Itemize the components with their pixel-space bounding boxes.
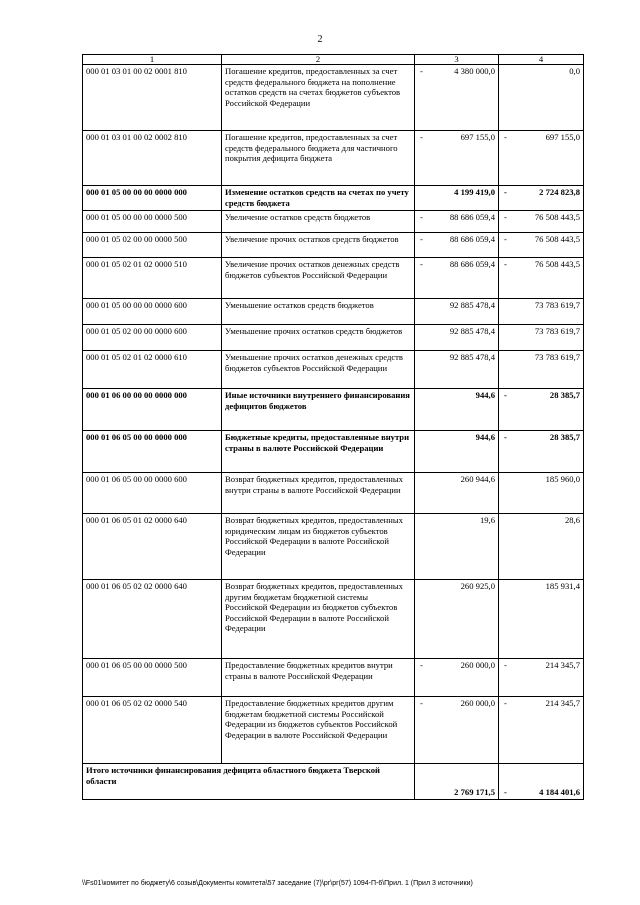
row-code: 000 01 06 05 00 00 0000 500 <box>83 659 222 697</box>
row-sign-4 <box>502 300 504 311</box>
row-sign-3 <box>418 581 420 592</box>
row-name: Иные источники внутреннего финансирования дефицитов бюджетов <box>222 389 415 431</box>
row-val-4: 697 155,0 <box>545 132 580 142</box>
row-sign-3: - <box>420 259 423 269</box>
row-val-3: 4 199 419,0 <box>454 187 495 197</box>
row-sign-4: - <box>504 234 507 244</box>
row-value-4 <box>499 431 584 473</box>
row-val-3: 92 885 478,4 <box>449 300 495 310</box>
row-sign-3 <box>418 515 420 526</box>
table-row <box>83 325 584 351</box>
row-value-3 <box>415 659 499 697</box>
row-value-4 <box>499 659 584 697</box>
row-code: 000 01 06 05 00 00 0000 000 <box>83 431 222 473</box>
row-val-4: 76 508 443,5 <box>534 212 580 222</box>
table-row <box>83 659 584 697</box>
row-val-4: 76 508 443,5 <box>534 259 580 269</box>
row-sign-3 <box>418 474 420 485</box>
row-code: 000 01 06 05 00 00 0000 600 <box>83 473 222 514</box>
row-value-4 <box>499 186 584 211</box>
row-code: 000 01 05 02 01 02 0000 610 <box>83 351 222 389</box>
row-value-3 <box>415 258 499 299</box>
table-row <box>83 211 584 233</box>
row-code: 000 01 05 00 00 00 0000 500 <box>83 211 222 233</box>
row-val-4: 76 508 443,5 <box>534 234 580 244</box>
column-header-4: 4 <box>499 55 584 65</box>
row-sign-4: - <box>504 187 507 197</box>
row-val-3: 944,6 <box>475 390 495 400</box>
header-row <box>83 55 584 65</box>
row-value-4 <box>499 299 584 325</box>
row-val-3: 88 686 059,4 <box>449 259 495 269</box>
row-val-3: 944,6 <box>475 432 495 442</box>
row-val-4: 73 783 619,7 <box>534 352 580 362</box>
row-val-4: 73 783 619,7 <box>534 326 580 336</box>
table-row <box>83 697 584 764</box>
row-name: Бюджетные кредиты, предоставленные внутри страны в валюте Российской Федерации <box>222 431 415 473</box>
row-name: Увеличение прочих остатков денежных средств бюджетов субъектов Российской Федерации <box>222 258 415 299</box>
row-val-4: 2 724 823,8 <box>539 187 580 197</box>
row-val-4: 185 960,0 <box>545 474 580 484</box>
row-sign-4: - <box>504 212 507 222</box>
row-val-4: 214 345,7 <box>545 660 580 670</box>
total-row <box>83 764 584 800</box>
row-value-3 <box>415 473 499 514</box>
row-name: Погашение кредитов, предоставленных за счет средств федерального бюджета на пополнение остатков средств на счетах бюджетов субъектов Российской Федерации <box>222 65 415 131</box>
total-value-3 <box>415 764 499 800</box>
row-val-3: 19,6 <box>479 515 495 525</box>
row-code: 000 01 06 00 00 00 0000 000 <box>83 389 222 431</box>
row-code: 000 01 06 05 02 02 0000 540 <box>83 697 222 764</box>
row-value-3 <box>415 131 499 186</box>
row-name: Возврат бюджетных кредитов, предоставленных внутри страны в валюте Российской Федерации <box>222 473 415 514</box>
row-sign-3: - <box>420 234 423 244</box>
row-code: 000 01 05 02 01 02 0000 510 <box>83 258 222 299</box>
row-name: Возврат бюджетных кредитов, предоставленных другим бюджетам бюджетной системы Российской Федерации из бюджетов субъектов Российской Федерации в валюте Российской Федерации <box>222 580 415 659</box>
row-val-3: 260 944,6 <box>460 474 495 484</box>
row-val-4: 185 931,4 <box>545 581 580 591</box>
row-value-3 <box>415 697 499 764</box>
row-code: 000 01 06 05 01 02 0000 640 <box>83 514 222 580</box>
row-code: 000 01 05 00 00 00 0000 600 <box>83 299 222 325</box>
row-value-3 <box>415 514 499 580</box>
row-value-4 <box>499 131 584 186</box>
table-row <box>83 131 584 186</box>
total-val-3: 2 769 171,5 <box>454 787 495 798</box>
row-sign-4 <box>502 515 504 526</box>
row-sign-4 <box>502 474 504 485</box>
row-val-4: 214 345,7 <box>545 698 580 708</box>
row-name: Возврат бюджетных кредитов, предоставленных юридическим лицам из бюджетов субъектов Российской Федерации в валюте Российской Федерации <box>222 514 415 580</box>
table-row <box>83 351 584 389</box>
row-value-3 <box>415 65 499 131</box>
row-value-3 <box>415 389 499 431</box>
table-row <box>83 431 584 473</box>
table-row <box>83 186 584 211</box>
row-val-3: 260 925,0 <box>460 581 495 591</box>
table-row <box>83 580 584 659</box>
row-sign-4: - <box>504 132 507 142</box>
row-val-4: 28,6 <box>564 515 580 525</box>
total-sign-4: - <box>504 787 507 798</box>
table-row <box>83 389 584 431</box>
column-header-3: 3 <box>415 55 499 65</box>
row-name: Уменьшение прочих остатков средств бюджетов <box>222 325 415 351</box>
row-sign-4: - <box>504 259 507 269</box>
row-name: Уменьшение остатков средств бюджетов <box>222 299 415 325</box>
row-value-3 <box>415 186 499 211</box>
row-sign-3: - <box>420 212 423 222</box>
row-val-4: 73 783 619,7 <box>534 300 580 310</box>
row-value-4 <box>499 351 584 389</box>
row-sign-4 <box>502 66 504 77</box>
row-value-3 <box>415 351 499 389</box>
row-value-4 <box>499 258 584 299</box>
row-value-4 <box>499 325 584 351</box>
row-name: Увеличение остатков средств бюджетов <box>222 211 415 233</box>
row-val-3: 88 686 059,4 <box>449 234 495 244</box>
total-value-4 <box>499 764 584 800</box>
row-name: Уменьшение прочих остатков денежных средств бюджетов субъектов Российской Федерации <box>222 351 415 389</box>
sources-table <box>82 54 584 800</box>
row-value-4 <box>499 233 584 258</box>
row-sign-3: - <box>420 66 423 76</box>
row-value-3 <box>415 299 499 325</box>
row-code: 000 01 03 01 00 02 0002 810 <box>83 131 222 186</box>
row-sign-4 <box>502 326 504 337</box>
row-sign-3 <box>418 300 420 311</box>
row-sign-3 <box>418 326 420 337</box>
row-value-4 <box>499 389 584 431</box>
row-value-3 <box>415 325 499 351</box>
total-sign-3 <box>418 787 420 798</box>
row-sign-4 <box>502 581 504 592</box>
row-value-3 <box>415 580 499 659</box>
row-value-4 <box>499 65 584 131</box>
row-sign-4: - <box>504 698 507 708</box>
row-code: 000 01 05 02 00 00 0000 600 <box>83 325 222 351</box>
row-value-4 <box>499 211 584 233</box>
row-sign-3 <box>418 187 420 198</box>
row-code: 000 01 05 02 00 00 0000 500 <box>83 233 222 258</box>
row-name: Погашение кредитов, предоставленных за счет средств федерального бюджета для частичного покрытия дефицита бюджета <box>222 131 415 186</box>
row-val-3: 260 000,0 <box>460 698 495 708</box>
table-row <box>83 65 584 131</box>
row-name: Увеличение прочих остатков средств бюджетов <box>222 233 415 258</box>
total-val-4: 4 184 401,6 <box>539 787 580 798</box>
row-val-3: 92 885 478,4 <box>449 326 495 336</box>
row-sign-3: - <box>420 132 423 142</box>
file-path-footer: \\Fs01\комитет по бюджету\6 созыв\Документы комитета\57 заседание (7)\рг\рг(57) 1094-П-6\Прил. 1 (Прил 3 источники) <box>82 880 473 887</box>
row-code: 000 01 06 05 02 02 0000 640 <box>83 580 222 659</box>
row-sign-4 <box>502 352 504 363</box>
total-label: Итого источники финансирования дефицита областного бюджета Тверской области <box>83 764 415 800</box>
row-code: 000 01 03 01 00 02 0001 810 <box>83 65 222 131</box>
row-value-3 <box>415 233 499 258</box>
row-val-3: 260 000,0 <box>460 660 495 670</box>
table-row <box>83 514 584 580</box>
column-header-2: 2 <box>222 55 415 65</box>
row-sign-3 <box>418 390 420 401</box>
row-name: Предоставление бюджетных кредитов другим бюджетам бюджетной системы Российской Федерации из бюджетов субъектов Российской Федерации в валюте Российской Федерации <box>222 697 415 764</box>
row-name: Предоставление бюджетных кредитов внутри страны в валюте Российской Федерации <box>222 659 415 697</box>
row-sign-3: - <box>420 698 423 708</box>
row-val-3: 92 885 478,4 <box>449 352 495 362</box>
row-value-4 <box>499 514 584 580</box>
row-val-4: 0,0 <box>569 66 580 76</box>
row-value-4 <box>499 580 584 659</box>
row-value-4 <box>499 697 584 764</box>
row-code: 000 01 05 00 00 00 0000 000 <box>83 186 222 211</box>
row-sign-3 <box>418 352 420 363</box>
row-val-3: 88 686 059,4 <box>449 212 495 222</box>
row-val-3: 4 380 000,0 <box>454 66 495 76</box>
row-sign-4: - <box>504 432 507 442</box>
row-sign-3 <box>418 432 420 443</box>
page-number: 2 <box>317 34 323 45</box>
table-row <box>83 233 584 258</box>
row-sign-4: - <box>504 660 507 670</box>
row-val-4: 28 385,7 <box>549 432 580 442</box>
row-sign-4: - <box>504 390 507 400</box>
table-row <box>83 473 584 514</box>
row-value-3 <box>415 211 499 233</box>
row-val-3: 697 155,0 <box>460 132 495 142</box>
row-sign-3: - <box>420 660 423 670</box>
table-body <box>83 65 584 764</box>
row-val-4: 28 385,7 <box>549 390 580 400</box>
row-value-4 <box>499 473 584 514</box>
row-value-3 <box>415 431 499 473</box>
table-row <box>83 299 584 325</box>
table-row <box>83 258 584 299</box>
row-name: Изменение остатков средств на счетах по учету средств бюджета <box>222 186 415 211</box>
column-header-1: 1 <box>83 55 222 65</box>
